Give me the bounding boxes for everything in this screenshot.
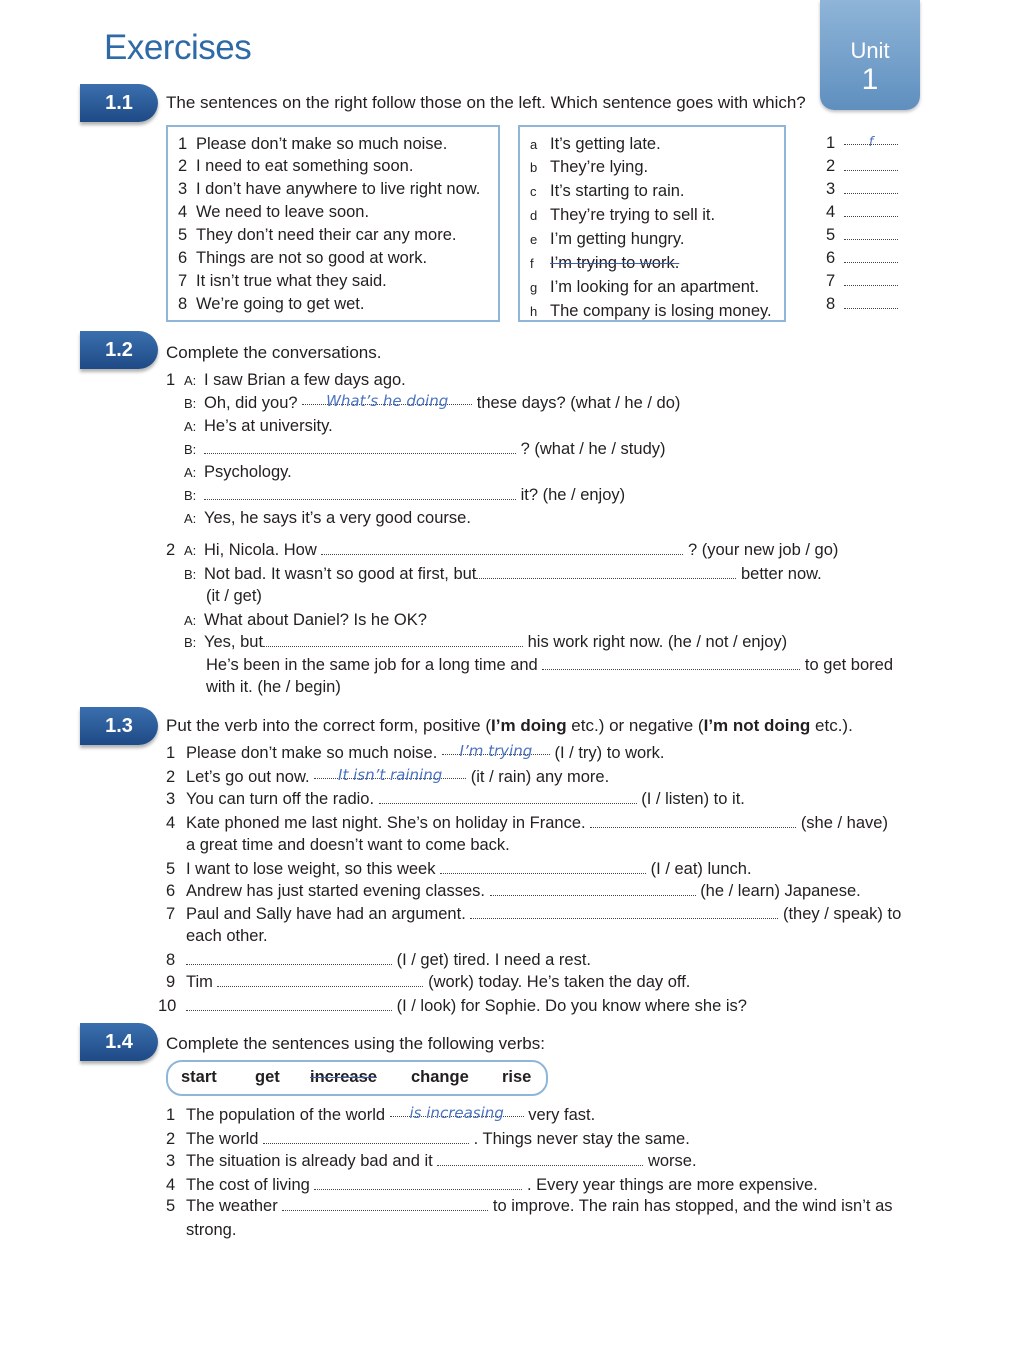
exercise-badge-1-1: 1.1 [80,84,158,122]
conversation-1-line-5: A: Psychology. [184,463,292,481]
exercise-1-3-item: 7 Paul and Sally have had an argument. (they / speak) to [166,905,902,923]
answer-blank[interactable] [440,859,646,874]
answer-key-column [826,132,898,316]
unit-label: Unit [850,38,890,63]
page-title: Exercises [104,28,252,67]
exercise-1-4-item: 3 The situation is already bad and it worse. [166,1152,697,1170]
answer-row: 6 [826,247,898,270]
conversation-1-line-6: B: it? (he / enjoy) [184,486,626,504]
answer-blank[interactable]: It isn’t raining [314,764,466,779]
answer-blank[interactable] [844,248,898,263]
answer-blank[interactable] [844,179,898,194]
exercise-1-3-item: 8 (I / get) tired. I need a rest. [166,951,592,969]
answer-blank[interactable]: What’s he doing [302,390,472,405]
answer-row: 1 f [826,132,898,155]
verb-option: change [411,1068,469,1086]
conversation-2-line-5-cont: with it. (he / begin) [206,678,341,696]
unit-tab [820,0,920,110]
answer-blank[interactable] [263,1129,469,1144]
exercise-1-3-item: 6 Andrew has just started evening classes. (he / learn) Japanese. [166,882,861,900]
conversation-1-line-4: B: ? (what / he / study) [184,440,666,458]
answer-blank[interactable] [437,1151,643,1166]
verb-option: rise [502,1068,532,1086]
left-sentences-box [166,125,500,322]
list-item: 6 Things are not so good at work. [178,249,428,267]
exercise-instruction-1-3: Put the verb into the correct form, positive (I’m doing etc.) or negative (I’m not doing etc.). [166,716,853,735]
list-item: 4 We need to leave soon. [178,203,370,221]
list-item: 2 I need to eat something soon. [178,157,414,175]
exercise-1-4-item-5-cont: strong. [186,1221,237,1239]
answer-blank[interactable] [590,813,796,828]
list-item: 3 I don’t have anywhere to live right now. [178,180,481,198]
exercise-1-3-item: 3 You can turn off the radio. (I / listen) to it. [166,790,745,808]
exercise-1-3-item: 9 Tim (work) today. He’s taken the day off. [166,973,691,991]
list-item: 8 We’re going to get wet. [178,295,365,313]
conversation-2-line-2-hint: (it / get) [206,587,262,605]
conversation-2-line-1: 2 A: Hi, Nicola. How ? (your new job / go) [166,541,839,559]
right-sentences-box [518,125,786,322]
conversation-2-line-5: He’s been in the same job for a long time and to get bored [206,656,893,674]
answer-blank[interactable]: is increasing [390,1102,524,1117]
exercise-1-3-item-7-cont: each other. [186,927,268,945]
answer-blank[interactable] [844,294,898,309]
answer-blank[interactable] [844,225,898,240]
answer-blank[interactable] [476,564,736,579]
exercise-1-3-item-4-cont: a great time and doesn’t want to come back. [186,836,510,854]
right-sentence-list [530,133,772,323]
answer-blank[interactable] [186,950,392,965]
exercise-1-3-item: 10 (I / look) for Sophie. Do you know where she is? [158,997,747,1015]
list-item: 5 They don’t need their car any more. [178,226,457,244]
list-item: g I’m looking for an apartment. [530,278,760,296]
answer-blank[interactable] [217,972,423,987]
verb-option-used: increase [310,1068,377,1086]
exercise-1-3-item: 2 Let’s go out now. It isn’t raining (it / rain) any more. [166,766,610,786]
answer-blank[interactable] [186,996,392,1011]
left-sentence-list [178,133,480,315]
answer-row: 8 [826,293,898,316]
list-item: 1 Please don’t make so much noise. [178,135,448,153]
list-item: d They’re trying to sell it. [530,206,716,224]
list-item: e I’m getting hungry. [530,230,685,248]
list-item: a It’s getting late. [530,135,661,153]
exercise-1-3-item: 4 Kate phoned me last night. She’s on holiday in France. (she / have) [166,814,888,832]
conversation-1-line-3: A: He’s at university. [184,417,333,435]
unit-number: 1 [861,63,879,96]
conversation-2-line-3: A: What about Daniel? Is he OK? [184,611,427,629]
answer-blank[interactable]: f [844,130,898,145]
answer-blank[interactable] [204,485,516,500]
answer-row: 4 [826,201,898,224]
answer-blank[interactable] [844,271,898,286]
answer-blank[interactable] [844,156,898,171]
list-item: c It’s starting to rain. [530,182,685,200]
answer-blank[interactable] [844,202,898,217]
list-item: b They’re lying. [530,158,649,176]
exercise-1-4-item: 5 The weather to improve. The rain has stopped, and the wind isn’t as [166,1197,893,1215]
exercise-badge-1-2: 1.2 [80,331,158,369]
answer-blank[interactable] [204,439,516,454]
conversation-2-line-2: B: Not bad. It wasn’t so good at first, but better now. [184,565,822,583]
answer-blank[interactable] [470,904,778,919]
verb-option: start [181,1068,217,1086]
exercise-1-4-item: 4 The cost of living . Every year things are more expensive. [166,1176,818,1194]
answer-row: 2 [826,155,898,178]
answer-row: 3 [826,178,898,201]
answer-blank[interactable] [282,1196,488,1211]
verb-option: get [255,1068,280,1086]
conversation-1-line-1: 1 A: I saw Brian a few days ago. [166,371,406,389]
exercise-instruction-1-4: Complete the sentences using the following verbs: [166,1034,545,1053]
list-item: h The company is losing money. [530,302,772,320]
exercise-badge-1-4: 1.4 [80,1023,158,1061]
verb-box [166,1060,548,1096]
exercise-1-3-item: 5 I want to lose weight, so this week (I / eat) lunch. [166,860,752,878]
answer-blank[interactable] [490,881,696,896]
exercise-1-4-item: 2 The world . Things never stay the same. [166,1130,690,1148]
answer-row: 5 [826,224,898,247]
answer-row: 7 [826,270,898,293]
exercise-badge-1-3: 1.3 [80,707,158,745]
exercise-instruction-1-1: The sentences on the right follow those on the left. Which sentence goes with which? [166,93,806,112]
answer-blank[interactable]: I’m trying [442,740,550,755]
conversation-1-line-7: A: Yes, he says it’s a very good course. [184,509,471,527]
answer-blank[interactable] [314,1175,522,1190]
exercise-1-3-item: 1 Please don’t make so much noise. I’m trying (I / try) to work. [166,742,665,762]
list-item: f I’m trying to work. [530,254,680,272]
answer-blank[interactable] [379,789,637,804]
conversation-2-line-4: B: Yes, but his work right now. (he / not / enjoy) [184,633,788,651]
struck-example-sentence: I’m trying to work. [550,254,680,272]
answer-blank[interactable] [542,655,800,670]
answer-blank[interactable] [321,540,683,555]
answer-blank[interactable] [263,632,523,647]
exercise-instruction-1-2: Complete the conversations. [166,343,382,362]
list-item: 7 It isn’t true what they said. [178,272,387,290]
exercise-1-4-item: 1 The population of the world is increasing very fast. [166,1104,596,1124]
conversation-1-line-2: B: Oh, did you? What’s he doing these days? (what / he / do) [184,392,681,412]
